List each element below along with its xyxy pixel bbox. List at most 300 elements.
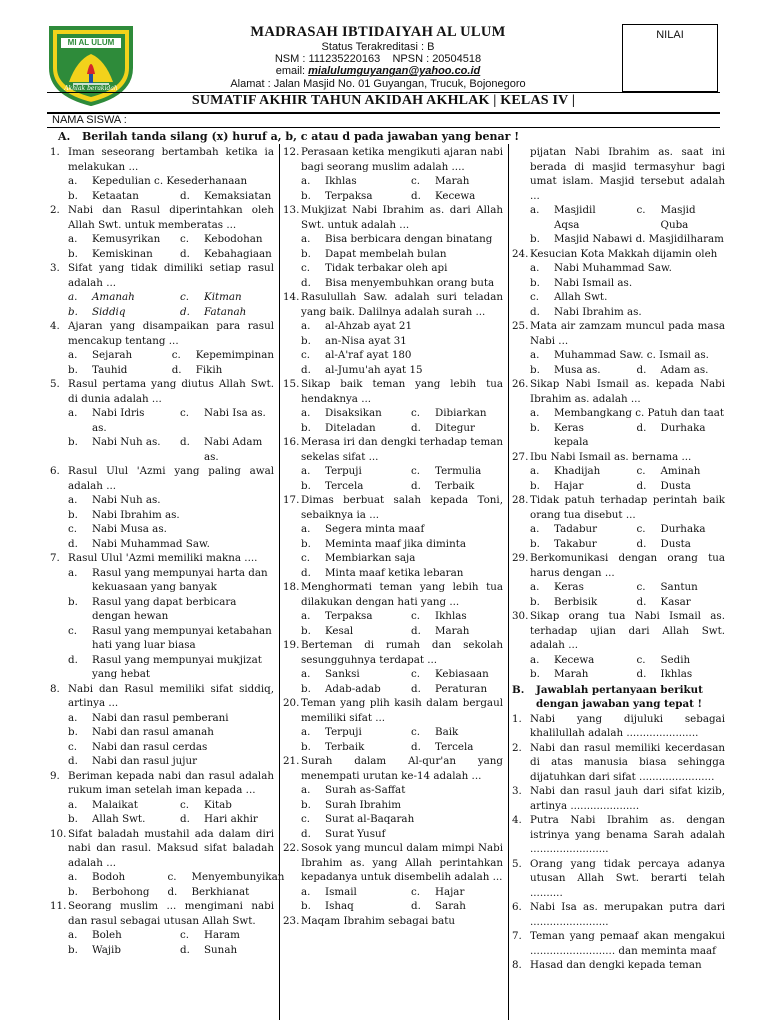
answer-option[interactable] [50,653,274,682]
option-letter: c. [180,233,190,245]
answer-option[interactable] [619,421,726,450]
option-letter: a. [530,204,540,216]
option-text: Masjid Quba [660,204,696,231]
question-number: 7. [50,552,60,564]
answer-option[interactable] [512,290,725,305]
option-letter: c. [167,871,177,883]
question-text: pijatan Nabi Ibrahim as. saat ini berada di masjid termasyhur bagi umat islam. Masjid tersebut adalah ... [530,146,725,202]
answer-option[interactable] [512,305,725,320]
option-letter: b. [530,595,540,608]
answer-option[interactable] [162,928,274,943]
answer-option[interactable] [393,189,503,204]
option-letter: c. [411,610,421,622]
question-text: Nabi dan Rasul diperintahkan oleh Allah Swt. untuk memberatas ... [68,204,274,231]
question-text: Sikap Nabi Ismail as. kepada Nabi Ibrahim as. adalah ... [530,378,725,405]
option-letter: b. [68,363,78,376]
option-text: Tadabur [554,523,598,535]
option-letter: c. [180,798,190,811]
question-number: 20. [283,697,300,709]
option-letter: c. [636,204,646,216]
question-number: 6. [50,465,60,477]
essay-question[interactable] [512,929,725,958]
answer-option[interactable] [50,928,162,943]
option-letter: b. [68,726,78,738]
answer-option[interactable] [512,479,619,494]
option-text: Tauhid [92,363,128,376]
answer-option[interactable] [283,783,503,798]
answer-option[interactable] [50,740,274,755]
answer-option[interactable] [283,827,503,842]
answer-option[interactable] [283,551,503,566]
answer-option[interactable] [50,885,149,900]
option-text: Dapat membelah bulan [325,247,447,260]
answer-option[interactable] [50,508,274,523]
option-text: Haram [204,929,240,941]
question-item [512,247,725,320]
option-letter: a. [301,885,311,898]
answer-option[interactable] [50,725,274,740]
option-letter: c. [68,523,78,535]
option-text: Kasar [660,595,691,608]
answer-option[interactable] [393,624,503,639]
school-registration-numbers: NSM : 111235220163 NPSN : 20504518 [274,53,482,66]
answer-option[interactable] [393,725,503,740]
answer-option[interactable] [162,812,274,827]
answer-option[interactable] [50,435,162,464]
option-text: Kesal [325,624,354,637]
option-text: Kemusyrikan [92,233,161,245]
option-text: Sunah [204,943,238,956]
answer-option[interactable] [283,479,393,494]
option-letter: a. [68,349,78,361]
answer-option[interactable] [50,493,274,508]
answer-option[interactable] [619,203,726,232]
answer-option[interactable] [50,943,162,958]
option-text: Adam as. [660,363,709,376]
question-item [50,682,274,769]
answer-option[interactable] [50,537,274,552]
option-letter: b. [530,363,540,376]
answer-option[interactable] [619,580,726,595]
option-letter: c. [171,349,181,361]
answer-option[interactable] [393,740,503,755]
section-b-letter: B. [512,683,525,696]
question-text: Teman yang plih kasih dalam bergaul memiliki sifat ... [301,697,503,724]
essay-text: Nabi dan rasul memiliki kecerdasan di atas manusia biasa sehingga dijatuhkan dari sifat ....................... [530,741,725,783]
option-letter: b. [301,247,311,260]
option-text: Boleh [92,929,122,941]
option-letter: a. [68,798,78,811]
question-number: 24. [512,247,529,260]
option-letter: a. [68,407,78,419]
answer-option[interactable] [512,261,725,276]
answer-option[interactable] [512,232,725,247]
section-a-instruction: Berilah tanda silang (x) huruf a, b, c atau d pada jawaban yang benar ! [82,130,520,143]
answer-option[interactable] [283,667,393,682]
option-letter: c. [411,885,421,898]
answer-option[interactable] [283,232,503,247]
essay-number: 3. [512,785,522,797]
answer-option[interactable] [512,522,619,537]
answer-option[interactable] [149,870,284,885]
question-number: 10. [50,827,67,840]
answer-option[interactable] [393,667,503,682]
school-name: MADRASAH IBTIDAIYAH AL ULUM [250,24,506,40]
answer-option[interactable] [283,798,503,813]
option-text: Nabi Isa as. [204,407,266,419]
logo-text-top: MI AL ULUM [67,38,115,47]
answer-option[interactable] [50,870,149,885]
option-letter: b. [301,624,311,637]
option-text: Hajar [554,479,584,492]
answer-option[interactable] [512,667,619,682]
student-name-label: NAMA SISWA : [52,114,127,126]
answer-option[interactable] [393,479,503,494]
option-text: Menyembunyikan [191,871,285,883]
option-text: Kemaksiatan [204,189,272,202]
option-text: Sarah [435,900,466,912]
answer-option[interactable] [50,247,162,262]
answer-option[interactable] [283,189,393,204]
question-text: Rasul pertama yang diutus Allah Swt. di dunia adalah ... [68,378,274,405]
option-text: an-Nisa ayat 31 [325,334,407,347]
answer-option[interactable] [393,174,503,189]
option-text: Aminah [660,465,701,477]
option-letter: d. [301,276,311,289]
question-text: Maqam Ibrahim sebagai batu [301,914,456,927]
column-divider-2 [508,144,509,1020]
answer-option[interactable] [162,247,274,262]
answer-option[interactable] [283,566,503,581]
answer-option[interactable] [50,174,274,189]
option-text: Kecewa [435,189,476,202]
answer-option[interactable] [50,624,274,653]
answer-option[interactable] [283,276,503,291]
question-item [283,914,503,929]
essay-question[interactable] [512,813,725,857]
question-item [512,145,725,247]
question-item [283,290,503,377]
answer-option[interactable] [162,435,274,464]
question-number: 2. [50,204,60,216]
option-text: Muhammad Saw. c. Ismail as. [554,349,709,361]
answer-option[interactable] [149,885,284,900]
option-letter: a. [301,175,311,187]
option-letter: c. [411,726,421,738]
option-text: Rasul yang mempunyai ketabahan hati yang luar biasa [92,624,272,651]
question-item [283,754,503,841]
option-letter: a. [530,523,540,535]
option-text: Diteladan [325,421,376,434]
option-text: Surah as-Saffat [325,784,406,796]
option-letter: d. [68,537,78,550]
option-text: Disaksikan [325,407,382,419]
option-text: Terpaksa [325,610,373,622]
option-text: Kemiskinan [92,247,153,260]
question-number: 15. [283,378,300,390]
option-text: Dusta [660,479,691,492]
answer-option[interactable] [283,609,393,624]
answer-option[interactable] [283,522,503,537]
title-divider [47,112,720,114]
question-text: Seorang muslim ... mengimani nabi dan rasul sebagai utusan Allah Swt. [68,900,274,927]
student-name-field[interactable] [52,114,127,126]
answer-option[interactable] [162,943,274,958]
answer-option[interactable] [283,421,393,436]
answer-option[interactable] [50,232,162,247]
option-letter: b. [530,479,540,492]
option-text: Malaikat [92,798,138,811]
answer-option[interactable] [512,580,619,595]
email-link[interactable]: mialulumguyangan@yahoo.co.id [308,65,481,78]
option-letter: a. [68,929,78,941]
score-box[interactable] [622,24,718,92]
essay-number: 6. [512,901,522,913]
essay-question[interactable] [512,857,725,901]
question-number: 28. [512,494,529,506]
option-text: Dusta [660,537,691,550]
essay-question[interactable] [512,712,725,741]
answer-option[interactable] [50,711,274,726]
option-text: Nabi Nuh as. [92,494,161,506]
answer-option[interactable] [162,290,274,305]
option-text: Bodoh [92,871,126,883]
answer-option[interactable] [283,812,503,827]
answer-option[interactable] [283,406,393,421]
question-number: 1. [50,146,60,158]
answer-option[interactable] [162,798,274,813]
answer-option[interactable] [619,667,726,682]
answer-option[interactable] [393,682,503,697]
option-text: Nabi dan rasul cerdas [92,740,208,753]
answer-option[interactable] [154,348,274,363]
answer-option[interactable] [393,406,503,421]
answer-option[interactable] [283,740,393,755]
answer-option[interactable] [50,566,274,595]
question-text: Dimas berbuat salah kepada Toni, sebaiknya ia ... [301,494,503,521]
answer-option[interactable] [619,479,726,494]
question-text: Ibu Nabi Ismail as. bernama ... [530,450,692,463]
answer-option[interactable] [512,406,725,421]
essay-number: 2. [512,741,522,754]
answer-option[interactable] [619,363,726,378]
question-text: Tidak patuh terhadap perintah baik orang tua disebut ... [530,494,725,521]
answer-option[interactable] [50,812,162,827]
answer-option[interactable] [162,305,274,320]
answer-option[interactable] [283,363,503,378]
option-text: al-A'raf ayat 180 [325,349,412,361]
question-text: Menghormati teman yang lebih tua dilakukan dengan hati yang ... [301,581,503,608]
option-letter: b. [301,900,311,912]
option-text: Kebahagiaan [204,247,272,260]
essay-question[interactable] [512,784,725,813]
option-text: Siddiq [92,305,126,318]
answer-option[interactable] [50,595,274,624]
option-text: Musa as. [554,363,601,376]
answer-option[interactable] [50,290,162,305]
option-text: Minta maaf ketika lebaran [325,566,464,579]
question-number: 19. [283,639,300,651]
answer-option[interactable] [283,261,503,276]
option-text: Santun [660,581,698,593]
option-text: Kepemimpinan [195,349,274,361]
answer-option[interactable] [283,464,393,479]
answer-option[interactable] [512,653,619,668]
option-text: Sedih [660,653,691,666]
question-item [50,319,274,377]
answer-option[interactable] [512,421,619,450]
answer-option[interactable] [283,624,393,639]
answer-option[interactable] [512,595,619,610]
answer-option[interactable] [512,537,619,552]
option-letter: b. [301,189,311,202]
essay-text: Teman yang pemaaf akan mengakui .......................... dan meminta maaf [530,930,725,957]
essay-number: 7. [512,930,522,942]
answer-option[interactable] [283,885,393,900]
school-email [140,65,616,77]
answer-option[interactable] [283,682,393,697]
answer-option[interactable] [50,305,162,320]
question-item [283,841,503,914]
question-number: 18. [283,581,300,593]
option-text: Rasul yang dapat berbicara dengan hewan [92,595,237,622]
option-text: Surat Yusuf [325,827,386,840]
option-letter: c. [68,624,78,637]
answer-option[interactable] [512,363,619,378]
option-text: Nabi Muhammad Saw. [92,537,210,550]
essay-question[interactable] [512,741,725,785]
question-item [512,493,725,551]
question-text: Berteman di rumah dan sekolah sesungguhnya terdapat ... [301,639,503,666]
answer-option[interactable] [512,276,725,291]
option-letter: b. [68,813,78,825]
essay-question[interactable] [512,958,725,973]
question-number: 4. [50,320,60,332]
option-letter: d. [636,363,647,376]
answer-option[interactable] [162,189,274,204]
option-text: Nabi dan rasul jujur [92,755,198,767]
answer-option[interactable] [50,754,274,769]
option-text: Masjidil Aqsa [554,204,596,231]
question-item [283,638,503,696]
answer-option[interactable] [393,899,503,914]
option-text: al-Jumu'ah ayat 15 [325,363,423,376]
answer-option[interactable] [50,406,162,435]
answer-option[interactable] [619,522,726,537]
question-text: Nabi dan Rasul memiliki sifat siddiq, artinya ... [68,682,274,709]
option-letter: c. [180,929,190,941]
email-label: email: [275,65,309,78]
option-text: Rasul yang mempunyai harta dan kekuasaan yang banyak [92,566,268,593]
question-number: 16. [283,436,300,448]
answer-option[interactable] [50,522,274,537]
answer-option[interactable] [50,189,162,204]
option-letter: d. [180,813,190,825]
option-letter: c. [530,291,540,303]
answer-option[interactable] [512,464,619,479]
answer-option[interactable] [393,885,503,900]
option-letter: b. [68,305,78,318]
school-header [140,24,616,90]
answer-option[interactable] [619,595,726,610]
option-text: Bisa berbicara dengan binatang [325,233,493,245]
answer-option[interactable] [393,421,503,436]
question-number: 25. [512,320,529,332]
option-letter: c. [411,465,421,477]
question-number: 5. [50,378,60,390]
question-text: Perasaan ketika mengikuti ajaran nabi bagi seorang muslim adalah .... [301,146,503,173]
question-number: 30. [512,610,529,622]
option-text: Fikih [195,363,223,376]
answer-option[interactable] [512,203,619,232]
essay-question[interactable] [512,900,725,929]
answer-option[interactable] [619,537,726,552]
option-text: Membangkang c. Patuh dan taat [554,407,725,419]
option-letter: b. [301,421,311,434]
answer-option[interactable] [283,174,393,189]
answer-option[interactable] [162,232,274,247]
option-letter: a. [530,349,540,361]
answer-option[interactable] [50,348,154,363]
option-text: Kebodohan [204,233,263,245]
option-text: Terpuji [325,465,362,477]
question-text: Sifat yang tidak dimiliki setiap rasul adalah ... [68,262,274,289]
question-item [512,609,725,682]
option-text: Ikhlas [325,175,357,187]
option-text: Kepedulian c. Kesederhanaan [92,175,248,187]
answer-option[interactable] [393,464,503,479]
option-letter: b. [530,668,540,680]
answer-option[interactable] [512,348,725,363]
option-text: Ishaq [325,900,354,912]
answer-option[interactable] [50,363,154,378]
option-text: Kitab [204,798,232,811]
option-letter: b. [68,247,78,260]
answer-option[interactable] [162,406,274,435]
question-item [512,551,725,609]
question-item [512,377,725,450]
answer-option[interactable] [50,798,162,813]
exam-title: SUMATIF AKHIR TAHUN AKIDAH AKHLAK | KELAS IV | [191,93,576,108]
answer-option[interactable] [393,609,503,624]
option-text: Kebiasaan [435,668,489,680]
question-text: Sikap orang tua Nabi Ismail as. terhadap ujian dari Allah Swt. adalah ... [530,610,725,651]
answer-option[interactable] [283,334,503,349]
option-letter: a. [301,407,311,419]
score-label: NILAI [656,29,684,41]
answer-option[interactable] [283,247,503,262]
answer-option[interactable] [283,899,393,914]
answer-option[interactable] [283,537,503,552]
answer-option[interactable] [283,725,393,740]
answer-option[interactable] [283,348,503,363]
option-letter: c. [301,552,311,564]
option-text: Allah Swt. [92,813,146,825]
option-letter: c. [180,291,190,303]
option-letter: d. [171,363,182,376]
option-letter: a. [68,175,78,187]
answer-option[interactable] [619,464,726,479]
question-number: 23. [283,914,300,927]
option-letter: d. [636,479,647,492]
option-letter: d. [301,363,311,376]
option-text: Masjid Nabawi d. Masjidilharam [554,233,724,245]
answer-option[interactable] [619,653,726,668]
answer-option[interactable] [154,363,274,378]
option-text: Fatanah [204,305,247,318]
option-letter: a. [68,711,78,724]
answer-option[interactable] [283,319,503,334]
